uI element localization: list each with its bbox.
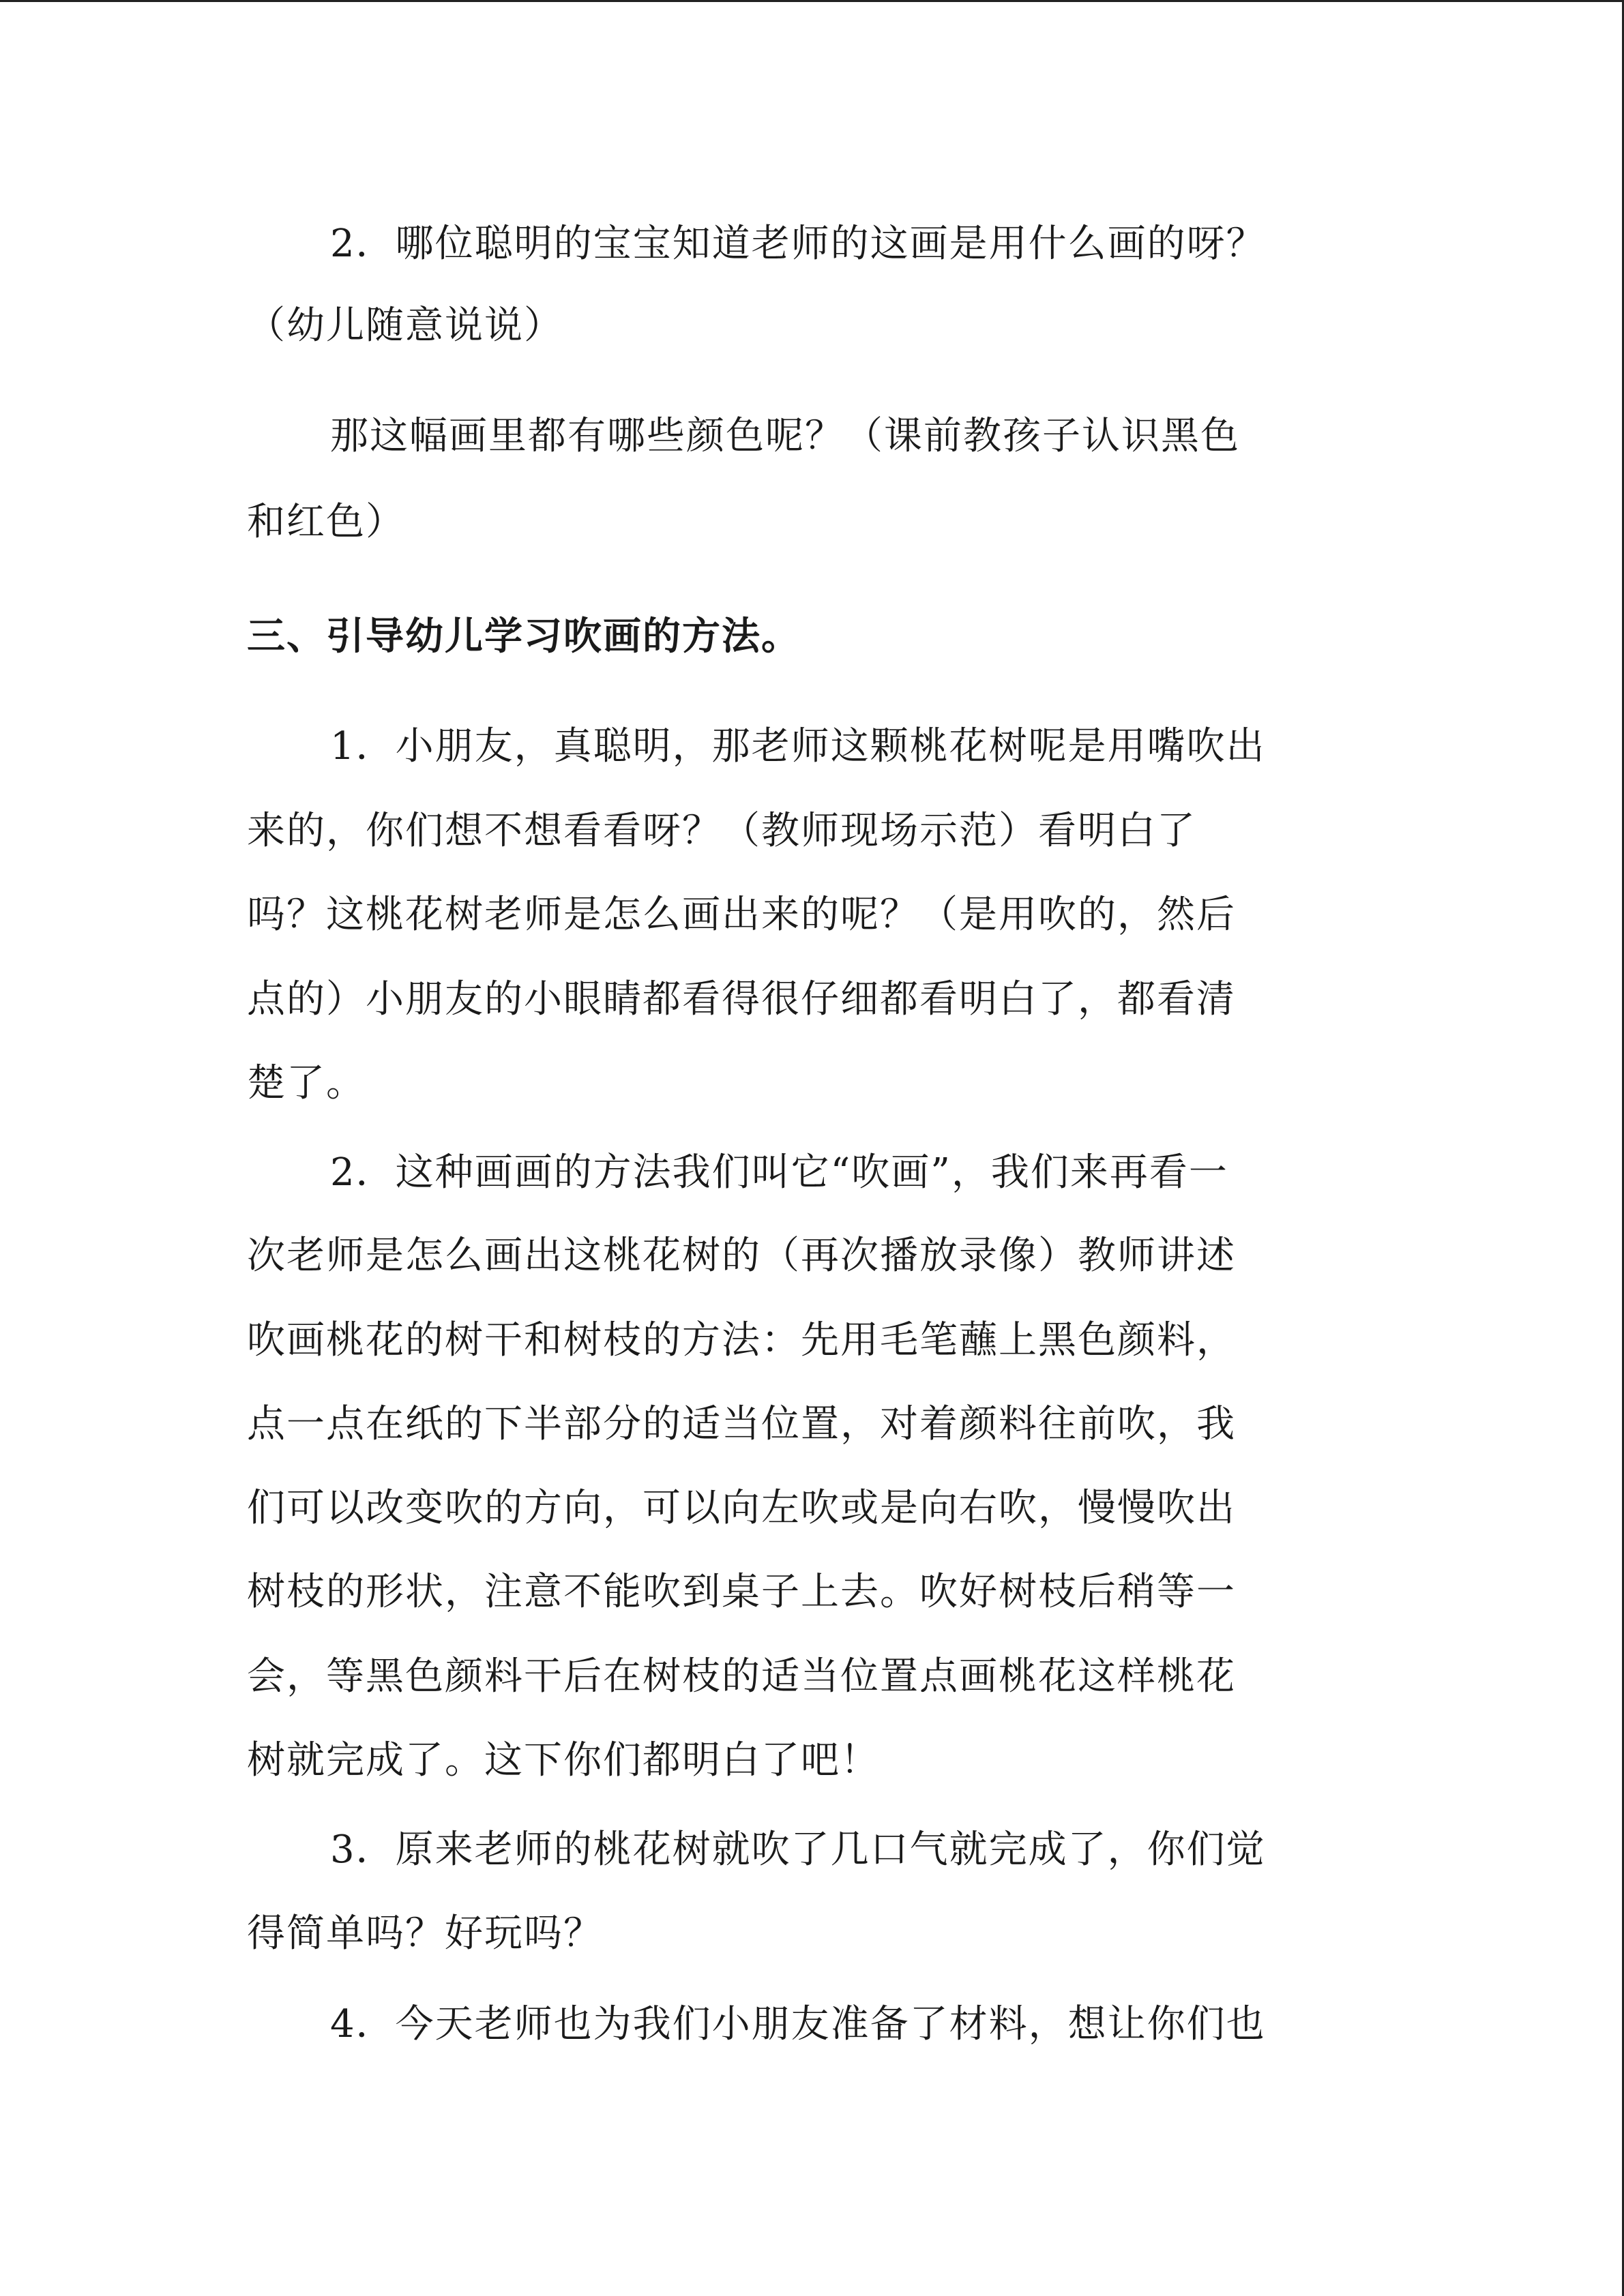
text-line-11: 2．这种画画的方法我们叫它“吹画”，我们来再看一 (330, 1150, 1228, 1195)
text-line-9: 点的）小朋友的小眼睛都看得很仔细都看明白了，都看清 (247, 977, 1236, 1022)
text-line-14: 点一点在纸的下半部分的适当位置，对着颜料往前吹，我 (247, 1402, 1236, 1446)
text-line-7: 来的，你们想不想看看呀？（教师现场示范）看明白了 (247, 809, 1196, 853)
text-line-15: 们可以改变吹的方向，可以向左吹或是向右吹，慢慢吹出 (247, 1486, 1236, 1530)
text-line-21: 4．今天老师也为我们小朋友准备了材料，想让你们也 (330, 2002, 1266, 2046)
text-line-20: 得简单吗？好玩吗？ (247, 1911, 603, 1956)
text-line-2: （幼儿随意说说） (247, 303, 563, 348)
text-line-1: 2．哪位聪明的宝宝知道老师的这画是用什么画的呀？ (330, 222, 1266, 266)
text-line-3: 那这幅画里都有哪些颜色呢？（课前教孩子认识黑色 (330, 414, 1240, 458)
text-line-18: 树就完成了。这下你们都明白了吧！ (247, 1738, 880, 1783)
text-line-12: 次老师是怎么画出这桃花树的（再次播放录像）教师讲述 (247, 1234, 1236, 1278)
section-heading: 三、引导幼儿学习吹画的方法。 (247, 614, 801, 659)
text-line-16: 树枝的形状，注意不能吹到桌子上去。吹好树枝后稍等一 (247, 1570, 1236, 1614)
text-line-19: 3．原来老师的桃花树就吹了几口气就完成了，你们觉 (330, 1828, 1266, 1872)
text-line-4: 和红色） (247, 500, 405, 544)
text-line-10: 楚了。 (247, 1061, 366, 1105)
page-top-border (0, 0, 1624, 2)
text-line-13: 吹画桃花的树干和树枝的方法：先用毛笔蘸上黑色颜料， (247, 1318, 1236, 1362)
text-line-8: 吗？这桃花树老师是怎么画出来的呢？（是用吹的，然后 (247, 893, 1236, 937)
text-line-6: 1．小朋友，真聪明，那老师这颗桃花树呢是用嘴吹出 (330, 724, 1266, 769)
text-line-17: 会，等黑色颜料干后在树枝的适当位置点画桃花这样桃花 (247, 1654, 1236, 1699)
